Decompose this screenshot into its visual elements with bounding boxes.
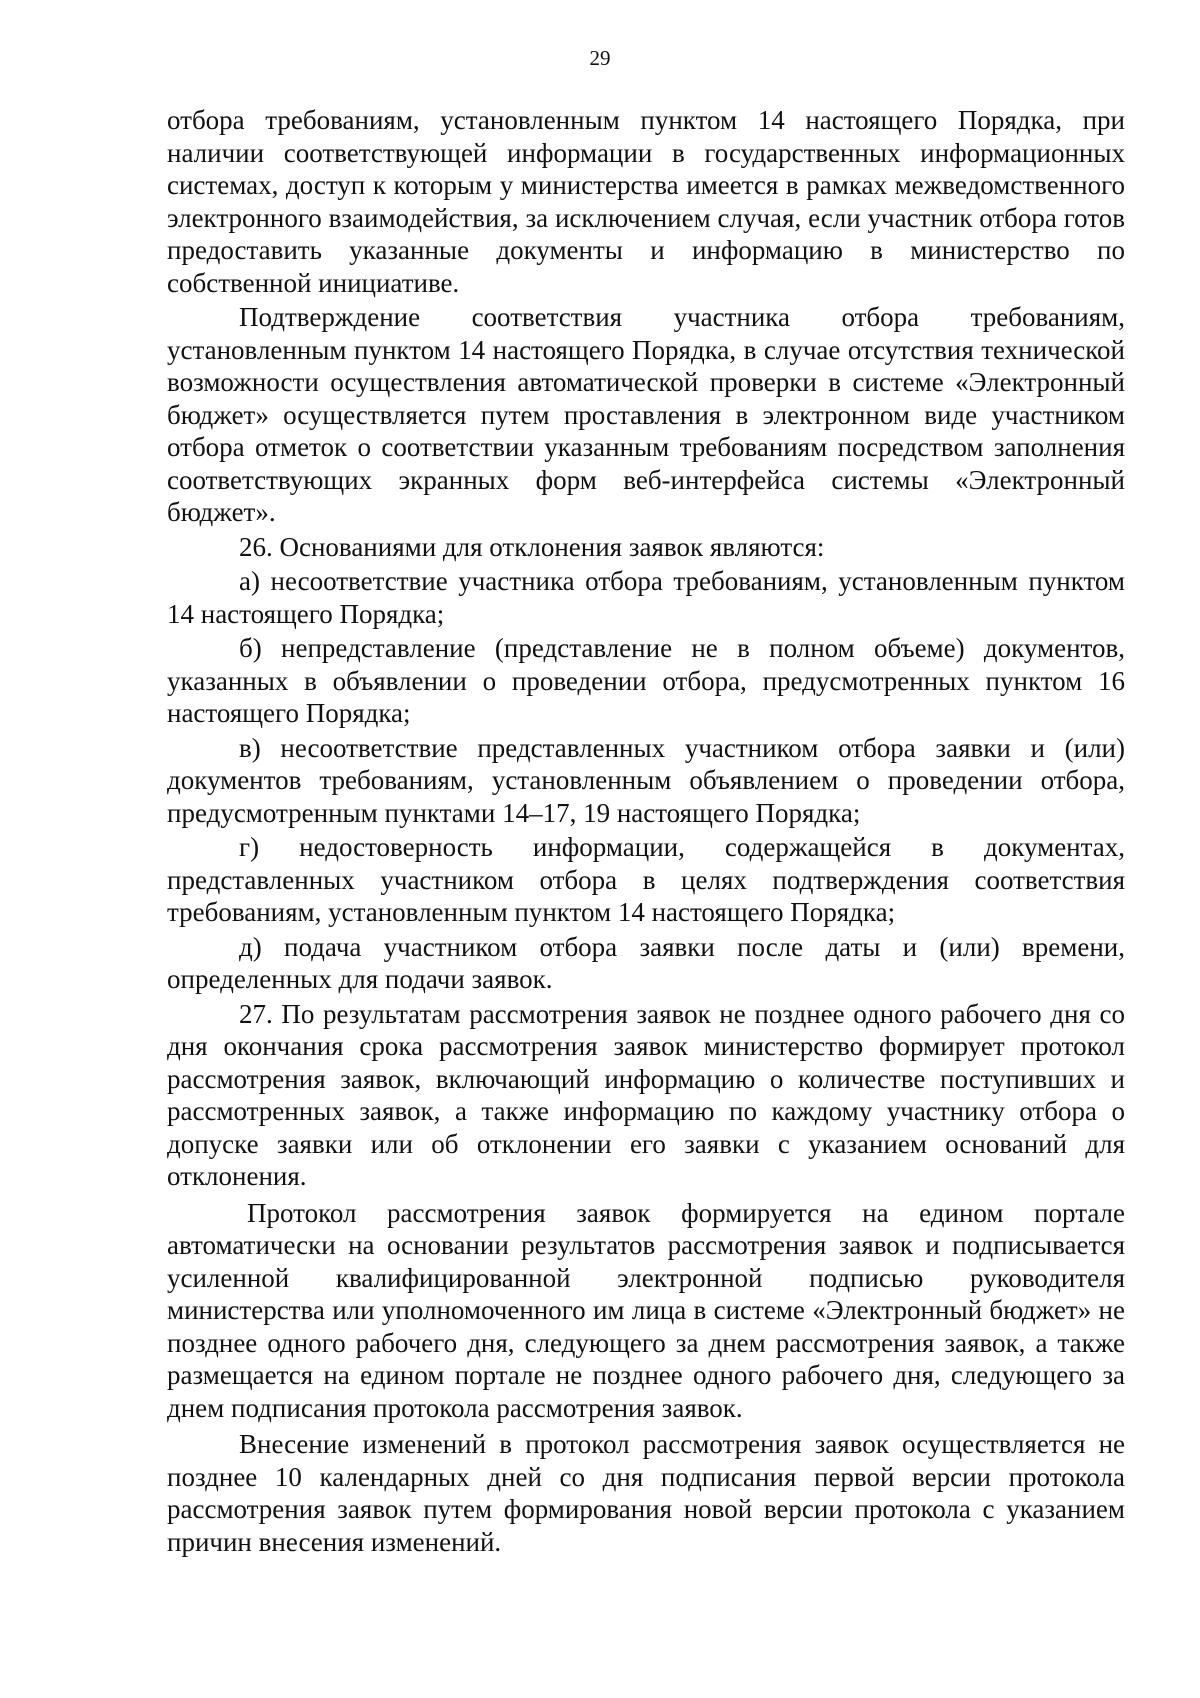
list-item-a: а) несоответствие участника отбора требованиям, установленным пунктом 14 настоящего Порядка; bbox=[167, 566, 1125, 629]
list-item-b: б) непредставление (представление не в полном объеме) документов, указанных в объявлении о проведении отбора, предусмотренных пунктом 16 настоящего Порядка; bbox=[167, 633, 1125, 728]
paragraph-protocol: Протокол рассмотрения заявок формируется на едином портале автоматически на основании результатов рассмотрения заявок и подписывается усиленной квалифицированной электронной подписью руководителя министерства или уполномоченного им лица в системе «Электронный бюджет» не позднее одного рабочего дня, следующего за днем рассмотрения заявок, а также размещается на едином портале не позднее одного рабочего дня, следующего за днем подписания протокола рассмотрения заявок. bbox=[167, 1197, 1125, 1423]
paragraph-confirmation: Подтверждение соответствия участника отбора требованиям, установленным пунктом 14 настоящего Порядка, в случае отсутствия технической возможности осуществления автоматической проверки в системе «Электронный бюджет» осуществляется путем проставления в электронном виде участником отбора отметок о соответствии указанным требованиям посредством заполнения соответствующих экранных форм веб-интерфейса системы «Электронный бюджет». bbox=[167, 302, 1125, 527]
paragraph-amendments: Внесение изменений в протокол рассмотрения заявок осуществляется не позднее 10 календарных дней со дня подписания первой версии протокола рассмотрения заявок путем формирования новой версии протокола с указанием причин внесения изменений. bbox=[167, 1429, 1125, 1557]
page-number: 29 bbox=[589, 46, 611, 70]
paragraph-26-heading: 26. Основаниями для отклонения заявок являются: bbox=[239, 531, 825, 562]
list-item-d: д) подача участником отбора заявки после даты и (или) времени, определенных для подачи заявок. bbox=[167, 931, 1125, 994]
paragraph-27: 27. По результатам рассмотрения заявок не позднее одного рабочего дня со дня окончания срока рассмотрения заявок министерство формирует протокол рассмотрения заявок, включающий информацию о количестве поступивших и рассмотренных заявок, а также информацию по каждому участнику отбора о допуске заявки или об отклонении его заявки с указанием оснований для отклонения. bbox=[167, 998, 1125, 1191]
paragraph-continuation: отбора требованиям, установленным пунктом 14 настоящего Порядка, при наличии соответствующей информации в государственных информационных системах, доступ к которым у министерства имеется в рамках межведомственного электронного взаимодействия, за исключением случая, если участник отбора готов предоставить указанные документы и информацию в министерство по собственной инициативе. bbox=[167, 105, 1125, 298]
list-item-g: г) недостоверность информации, содержащейся в документах, представленных участником отбора в целях подтверждения соответствия требованиям, установленным пунктом 14 настоящего Порядка; bbox=[167, 832, 1125, 927]
list-item-v: в) несоответствие представленных участником отбора заявки и (или) документов требованиям, установленным объявлением о проведении отбора, предусмотренным пунктами 14–17, 19 настоящего Порядка; bbox=[167, 732, 1125, 828]
document-body bbox=[167, 104, 1125, 1558]
